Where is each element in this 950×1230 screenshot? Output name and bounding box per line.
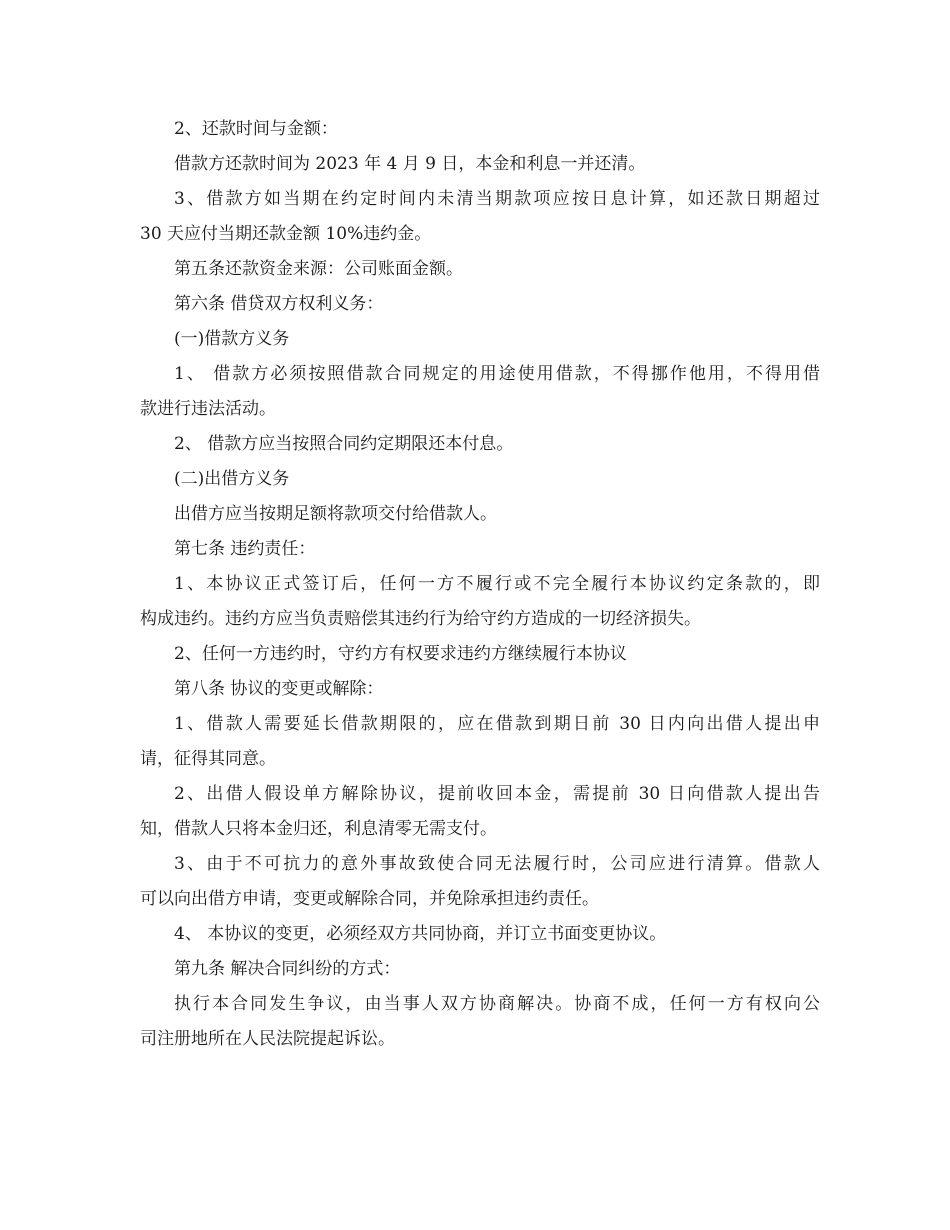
text-line: 1、 借款方必须按照借款合同规定的用途使用借款，不得挪作他用，不得用借 [174,364,820,384]
text-line: 构成违约。违约方应当负责赔偿其违约行为给守约方造成的一切经济损失。 [140,609,701,629]
text-line: 第五条还款资金来源：公司账面金额。 [174,259,463,279]
text-line: 执行本合同发生争议，由当事人双方协商解决。协商不成，任何一方有权向公 [174,994,820,1014]
text-line: 款进行违法活动。 [140,399,276,419]
document-body [140,112,820,1057]
text-line: 3、借款方如当期在约定时间内未清当期款项应按日息计算，如还款日期超过 [174,189,820,209]
text-line: 知，借款人只将本金归还，利息清零无需支付。 [140,819,497,839]
text-line: 第六条 借贷双方权利义务： [174,294,384,314]
text-line: 2、任何一方违约时，守约方有权要求违约方继续履行本协议 [174,644,627,664]
text-line: 4、 本协议的变更，必须经双方共同协商，并订立书面变更协议。 [174,924,667,944]
text-line: 30 天应付当期还款金额 10%违约金。 [140,224,432,244]
text-line: 司注册地所在人民法院提起诉讼。 [140,1029,395,1049]
text-line: 借款方还款时间为 2023 年 4 月 9 日，本金和利息一并还清。 [174,154,646,174]
text-line: 1、本协议正式签订后，任何一方不履行或不完全履行本协议约定条款的，即 [174,574,820,594]
text-line: 3、由于不可抗力的意外事故致使合同无法履行时，公司应进行清算。借款人 [174,854,820,874]
text-line: 2、 借款方应当按照合同约定期限还本付息。 [174,434,514,454]
text-line: 2、出借人假设单方解除协议，提前收回本金，需提前 30 日向借款人提出告 [174,784,820,804]
text-line: 2、还款时间与金额： [174,119,338,139]
text-line: (二)出借方义务 [174,469,290,489]
text-line: 第九条 解决合同纠纷的方式： [174,959,401,979]
text-line: 第八条 协议的变更或解除： [174,679,384,699]
text-line: 第七条 违约责任： [174,539,316,559]
text-line: 出借方应当按期足额将款项交付给借款人。 [174,504,497,524]
text-line: 请，征得其同意。 [140,749,276,769]
text-line: (一)借款方义务 [174,329,290,349]
text-line: 1、借款人需要延长借款期限的，应在借款到期日前 30 日内向出借人提出申 [174,714,820,734]
text-line: 可以向出借方申请，变更或解除合同，并免除承担违约责任。 [140,889,599,909]
